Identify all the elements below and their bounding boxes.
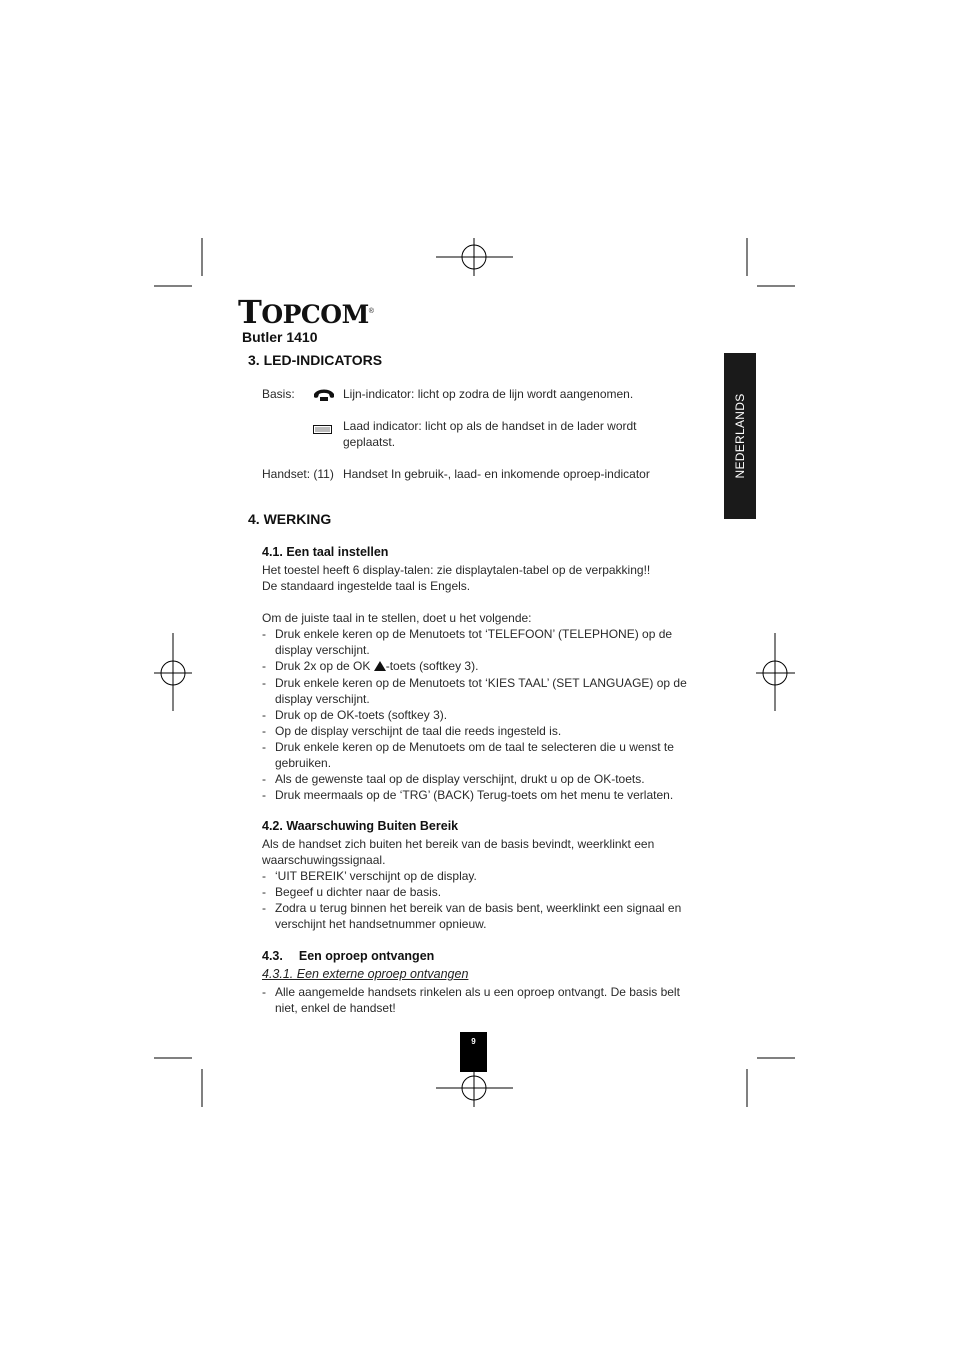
section-4-1-title: 4.1. Een taal instellen xyxy=(262,545,389,559)
list-item: - Begeef u dichter naar de basis. xyxy=(262,884,700,900)
section-4-3-1-title: 4.3.1. Een externe oproep ontvangen xyxy=(262,967,469,981)
section-title-text: Een oproep ontvangen xyxy=(298,949,435,963)
line-indicator-text: Lijn-indicator: licht op zodra de lijn wordt aangenomen. xyxy=(343,387,634,401)
incoming-call-list xyxy=(262,984,700,1016)
section-4-title: 4. WERKING xyxy=(248,511,332,527)
section-4-2-body xyxy=(262,836,702,932)
paragraph: Het toestel heeft 6 display-talen: zie displaytalen-tabel op de verpakking!! xyxy=(262,563,651,577)
list-item: - Zodra u terug binnen het bereik van de basis bent, weerklinkt een signaal en verschijnt het handsetnummer opnieuw. xyxy=(262,900,700,932)
language-side-tab-label: NEDERLANDS xyxy=(733,393,747,479)
language-side-tab xyxy=(724,353,756,519)
logo-wordmark: TOPCOM® xyxy=(238,293,374,331)
charge-text-line-2: geplaatst. xyxy=(343,435,396,449)
paragraph: De standaard ingestelde taal is Engels. xyxy=(262,579,471,593)
section-4-3-title xyxy=(262,949,434,963)
list-item-text: Druk 2x op de OK xyxy=(275,659,374,673)
section-4-2-title: 4.2. Waarschuwing Buiten Bereik xyxy=(262,819,459,833)
page-number-box xyxy=(460,1032,487,1072)
phone-handset-icon xyxy=(313,388,335,407)
list-item: - Alle aangemelde handsets rinkelen als u een oproep ontvangt. De basis belt niet, enkel de handset! xyxy=(262,984,700,1016)
section-3-title: 3. LED-INDICATORS xyxy=(248,352,383,368)
list-item xyxy=(262,658,700,675)
list-item: - ‘UIT BEREIK’ verschijnt op de display. xyxy=(262,868,700,884)
list-item: - Druk enkele keren op de Menutoets tot ‘KIES TAAL’ (SET LANGUAGE) op de display verschijnt. xyxy=(262,675,700,707)
section-4-3-body xyxy=(262,984,702,1016)
section-4-1-body xyxy=(262,562,702,803)
page-number: 9 xyxy=(471,1037,476,1046)
up-arrow-icon xyxy=(374,659,386,675)
basis-label: Basis: xyxy=(262,387,295,401)
list-item: - Druk op de OK-toets (softkey 3). xyxy=(262,707,700,723)
section-number: 4.3. xyxy=(262,949,283,963)
out-of-range-list xyxy=(262,868,700,932)
list-item: - Druk enkele keren op de Menutoets om de taal te selecteren die u wenst te gebruiken. xyxy=(262,739,700,771)
list-item: - Op de display verschijnt de taal die reeds ingesteld is. xyxy=(262,723,700,739)
paragraph: Om de juiste taal in te stellen, doet u het volgende: xyxy=(262,611,532,625)
battery-icon xyxy=(313,422,333,440)
charge-indicator-text xyxy=(343,418,703,450)
handset-indicator-text: Handset In gebruik-, laad- en inkomende oproep-indicator xyxy=(343,467,650,481)
list-item: - Druk meermaals op de ‘TRG’ (BACK) Terug-toets om het menu te verlaten. xyxy=(262,787,700,803)
model-name: Butler 1410 xyxy=(242,329,318,345)
brand-logo xyxy=(238,293,374,345)
charge-text-line-1: Laad indicator: licht op als de handset in de lader wordt xyxy=(343,419,637,433)
list-item: - Druk enkele keren op de Menutoets tot ‘TELEFOON’ (TELEPHONE) op de display verschijnt. xyxy=(262,626,700,658)
language-steps-list xyxy=(262,626,700,803)
list-item: - Als de gewenste taal op de display verschijnt, drukt u op de OK-toets. xyxy=(262,771,700,787)
paragraph: Als de handset zich buiten het bereik van de basis bevindt, weerklinkt een waarschuwingssignaal. xyxy=(262,837,655,867)
handset-label: Handset: (11) xyxy=(262,467,334,481)
list-item-text: -toets (softkey 3). xyxy=(385,659,479,673)
